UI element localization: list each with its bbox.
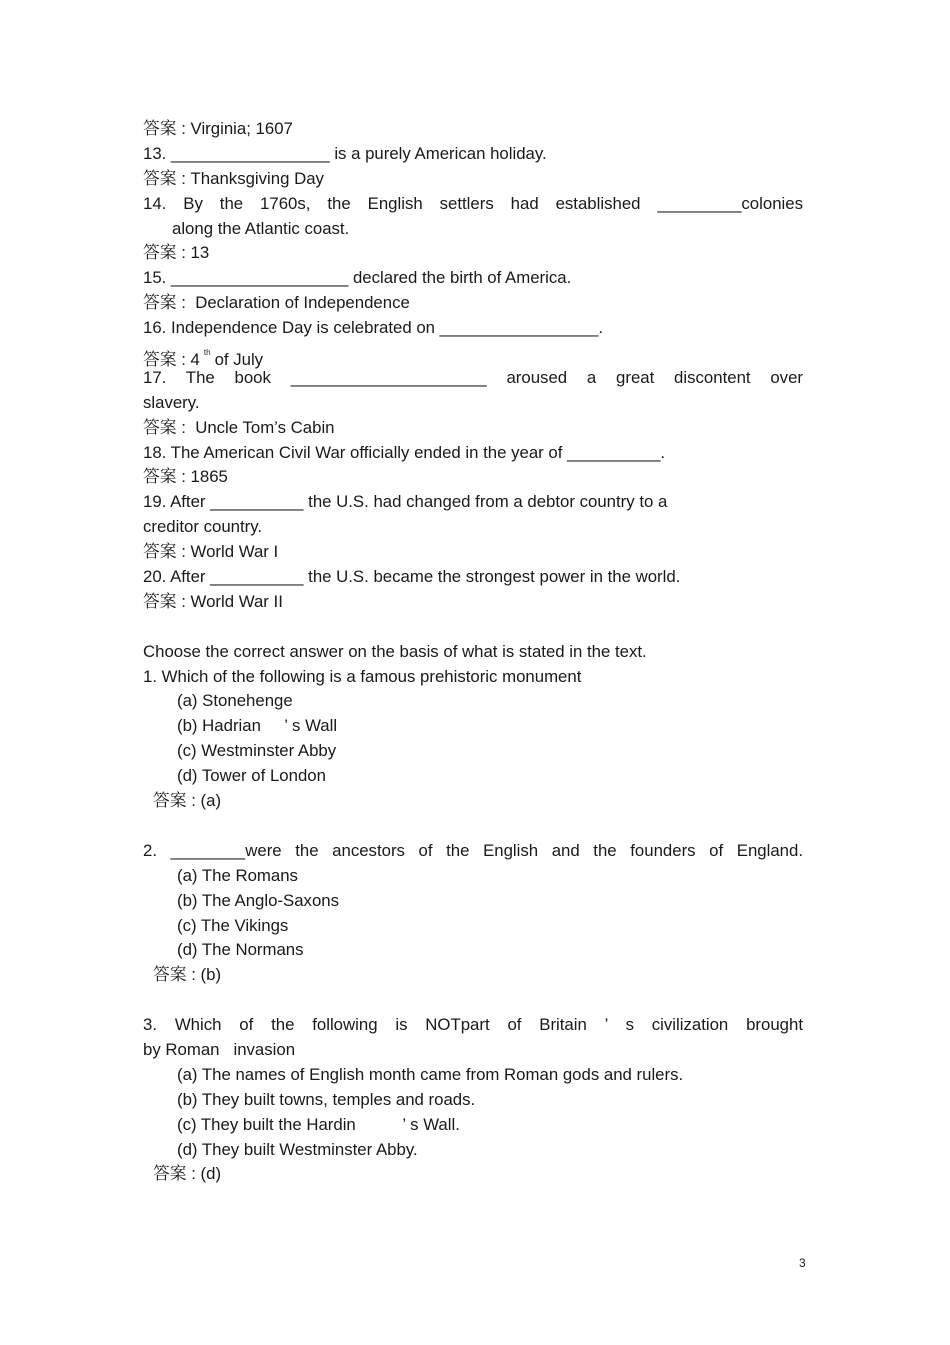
question-continuation: creditor country. [143,517,263,537]
answer-line [143,341,803,370]
multiple-choice-section [143,665,803,1188]
spacer [143,814,803,839]
mc-question: 3. Which of the following is NOTpart of Britain ’ s civilization brought [143,1015,803,1035]
spacer [143,988,803,1013]
mc-option: (a) The names of English month came from Roman gods and rulers. [177,1064,684,1084]
answer-text: 答案 : 4 [143,350,200,370]
answer-line: 答案 : World War II [143,591,283,611]
mc-answer: 答案 : (b) [153,965,222,985]
question-line: 13. _________________ is a purely American holiday. [143,143,547,163]
mc-option: (a) The Romans [177,865,298,885]
answer-line: 答案 : Uncle Tom’s Cabin [143,417,335,437]
question-continuation: slavery. [143,392,200,412]
answer-line: 答案 : Declaration of Independence [143,293,410,313]
mc-option: (d) Tower of London [177,766,326,786]
question-line: 19. After __________ the U.S. had changed from a debtor country to a [143,492,668,512]
mc-question: 2. ________were the ancestors of the English and the founders of England. [143,840,803,860]
mc-question-block [143,665,803,814]
superscript: th [203,348,211,358]
question-continuation: along the Atlantic coast. [172,218,350,238]
instruction: Choose the correct answer on the basis of what is stated in the text. [143,641,647,661]
page-number: 3 [799,1256,806,1270]
question-line: 17. The book _____________________ aroused a great discontent over [143,367,803,387]
mc-answer: 答案 : (d) [153,1164,222,1184]
mc-answer: 答案 : (a) [153,791,222,811]
question-line: 14. By the 1760s, the English settlers had established _________colonies [143,193,803,213]
answer-line: 答案 : World War I [143,542,279,562]
mc-option: (c) Westminster Abby [177,741,337,761]
answer-line: 答案 : Thanksgiving Day [143,168,324,188]
spacer [143,615,803,640]
mc-option: (d) They built Westminster Abby. [177,1139,418,1159]
question-line: 15. ___________________ declared the birth of America. [143,268,572,288]
document-page [143,117,803,1187]
fill-in-section [143,117,803,615]
mc-question-continuation: by Roman invasion [143,1039,296,1059]
mc-option: (b) Hadrian ’ s Wall [177,716,338,736]
question-line: 18. The American Civil War officially ended in the year of __________. [143,442,666,462]
answer-line: 答案 : 13 [143,243,210,263]
answer-text: of July [214,350,264,370]
mc-option: (c) They built the Hardin ’ s Wall. [177,1114,460,1134]
answer-line: 答案 : Virginia; 1607 [143,119,293,138]
question-line: 16. Independence Day is celebrated on _________________. [143,318,604,338]
mc-option: (d) The Normans [177,940,304,960]
mc-option: (a) Stonehenge [177,691,293,711]
mc-option: (c) The Vikings [177,915,289,935]
mc-question: 1. Which of the following is a famous prehistoric monument [143,666,582,686]
mc-question-block [143,839,803,988]
question-line: 20. After __________ the U.S. became the strongest power in the world. [143,567,681,587]
answer-line: 答案 : 1865 [143,467,228,487]
mc-option: (b) The Anglo-Saxons [177,890,340,910]
mc-option: (b) They built towns, temples and roads. [177,1089,476,1109]
mc-question-block [143,1013,803,1187]
